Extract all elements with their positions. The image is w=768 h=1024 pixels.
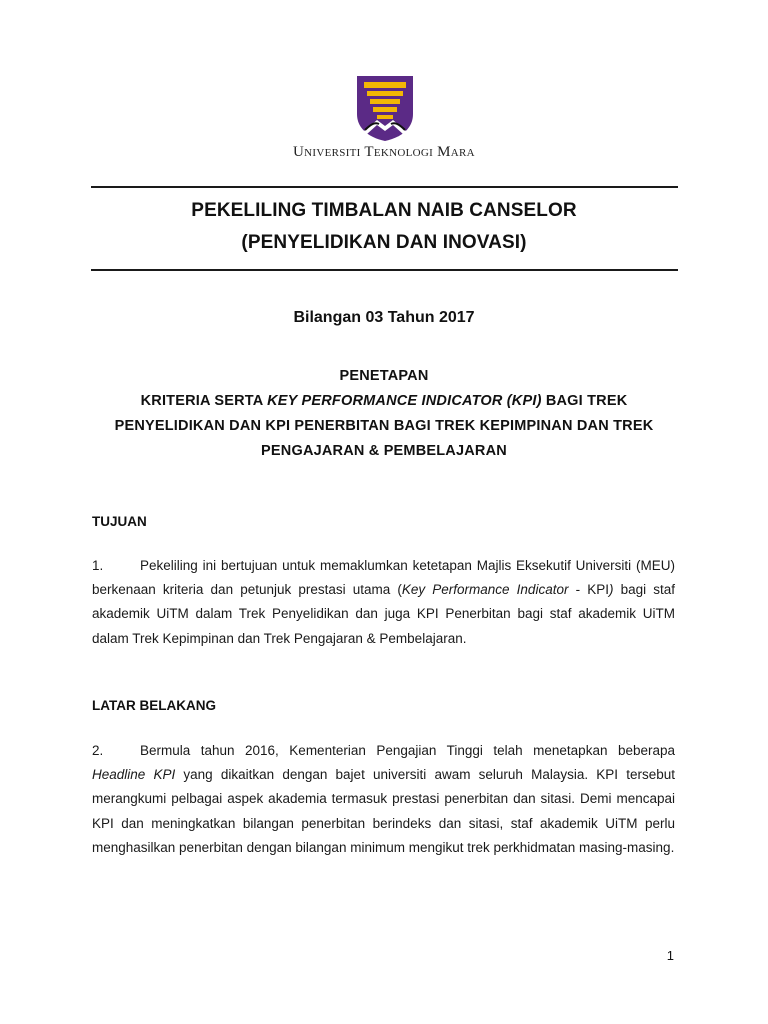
uitm-crest-icon — [355, 74, 415, 142]
paragraph-1-text-a: Pekeliling ini bertujuan untuk memaklumkan ketetapan Majlis Eksekutif Universiti (MEU) berkenaan kriteria dan petunjuk prestasi utama ( — [92, 558, 675, 598]
circular-number: Bilangan 03 Tahun 2017 — [293, 309, 475, 326]
title-line-2: (PENYELIDIKAN DAN INOVASI) — [241, 232, 527, 253]
paragraph-1-text-c: bagi staf akademik UiTM dalam Trek Penyelidikan dan juga KPI Penerbitan bagi staf akademik UiTM dalam Trek Kepimpinan dan Trek Pengajaran & Pembelajaran. — [92, 582, 675, 646]
subject-line-2-italic: KEY PERFORMANCE INDICATOR (KPI) — [267, 393, 542, 409]
title-line-1: PEKELILING TIMBALAN NAIB CANSELOR — [191, 200, 577, 221]
section-heading-tujuan: TUJUAN — [92, 514, 147, 529]
subject-line-1: PENETAPAN — [339, 368, 429, 384]
bottom-rule — [91, 269, 678, 271]
paragraph-2-italic: Headline KPI — [92, 767, 176, 783]
paragraph-2 — [92, 739, 675, 860]
subject-line-4: PENGAJARAN & PEMBELAJARAN — [261, 443, 507, 459]
paragraph-1-number: 1. — [92, 558, 104, 573]
subject-line-3: PENYELIDIKAN DAN KPI PENERBITAN BAGI TREK KEPIMPINAN DAN TREK — [114, 418, 654, 434]
paragraph-2-text-a: Bermula tahun 2016, Kementerian Pengajian Tinggi telah menetapkan beberapa — [140, 743, 675, 758]
subject-line-2 — [0, 393, 768, 409]
paragraph-1 — [92, 554, 675, 651]
section-heading-latar-belakang: LATAR BELAKANG — [92, 698, 216, 713]
paragraph-1-italic-paren: ) — [608, 582, 614, 598]
paragraph-1-text-b: - KPI — [568, 582, 609, 598]
paragraph-1-italic: Key Performance Indicator — [401, 582, 569, 598]
subject-line-2-pre: KRITERIA SERTA — [140, 393, 268, 409]
paragraph-2-text-b: yang dikaitkan dengan bajet universiti awam seluruh Malaysia. KPI tersebut merangkumi pelbagai aspek akademia termasuk prestasi penerbitan dan sitasi. Demi mencapai KPI dan meningkatkan bilangan penerbitan berindeks dan sitasi, staf akademik UiTM perlu menghasilkan penerbitan dengan bilangan minimum mengikut trek perkhidmatan masing-masing. — [92, 767, 675, 855]
subject-line-2-post: BAGI TREK — [541, 393, 628, 409]
top-rule — [91, 186, 678, 188]
page-number: 1 — [666, 948, 674, 963]
paragraph-2-number: 2. — [92, 743, 104, 758]
university-name: Universiti Teknologi Mara — [293, 144, 475, 160]
